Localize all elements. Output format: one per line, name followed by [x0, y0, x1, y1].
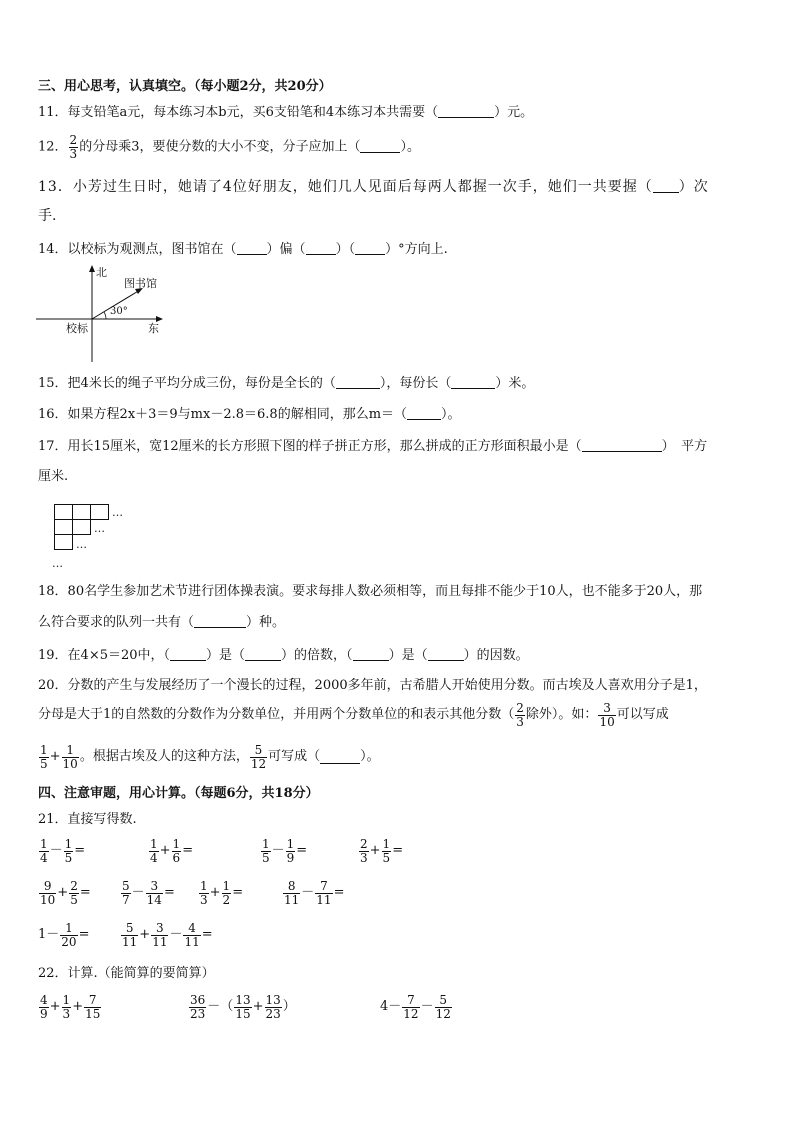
question-12: 12． $\frac{2}{3}$ 的分母乘3，要使分数的大小不变，分子应加上（ ）。: [38, 133, 420, 161]
expression: 2 3 + $\frac{1}{5}$ =: [360, 837, 404, 865]
expression: 36 23 － （ 13 15 + $\frac{13}{23}$ ）: [190, 993, 296, 1021]
expression: 5 11 + $\frac{3}{11}$ － $\frac{4}{11}$ =: [122, 921, 213, 949]
question-16: 16．如果方程2x＋3＝9与mx－2.8＝6.8的解相同，那么m＝（ ）。: [38, 407, 461, 422]
expression: 9 10 + $\frac{2}{5}$ =: [40, 879, 91, 907]
fraction: $\frac{2}{3}$: [69, 133, 78, 161]
question-15: 15．把4米长的绳子平均分成三份，每份是全长的（ ），每份长（ ）米。: [38, 376, 535, 391]
question-13: 13．小芳过生日时，她请了4位好朋友，她们几人见面后每两人都握一次手，她们一共要握（ ）次: [38, 179, 709, 195]
question-17: 17．用长15厘米，宽12厘米的长方形照下图的样子拼正方形，那么拼成的正方形面积最小是（ ） 平方: [38, 439, 708, 454]
east-label: 东: [148, 322, 159, 335]
question-11: 11．每支铅笔a元，每本练习本b元，买6支铅笔和4本练习本共需要（ ）元。: [38, 105, 534, 120]
library-label: 图书馆: [124, 277, 157, 290]
angle-label: 30°: [110, 306, 128, 317]
section-4-title: 四、注意审题，用心计算。（每题6分，共18分）: [38, 786, 319, 801]
ellipsis: …: [76, 538, 87, 551]
question-20-line2: 分母是大于1的自然数的分数作为分数单位，并用两个分数单位的和表示其他分数（ 2 3 除外）。如： 3 10 可以写成: [38, 701, 669, 729]
expression: 1 5 － $\frac{1}{9}$ =: [262, 837, 308, 865]
expression: 1 4 + $\frac{1}{6}$ =: [150, 837, 194, 865]
question-22-title: 22．计算.（能简算的要简算）: [38, 966, 215, 981]
north-label: 北: [96, 266, 107, 279]
question-17-cont: 厘米.: [38, 469, 69, 484]
expression: 1 4 － $\frac{1}{5}$ =: [40, 837, 86, 865]
expression: 5 7 － $\frac{3}{14}$ =: [122, 879, 175, 907]
question-21-title: 21．直接写得数.: [38, 812, 137, 827]
section-3-title: 三、用心思考，认真填空。（每小题2分，共20分）: [38, 79, 332, 94]
origin-label: 校标: [66, 322, 88, 335]
expression: 1－ $\frac{1}{20}$ =: [38, 921, 90, 949]
question-19: 19．在4×5＝20中，（ ）是（ ）的倍数，（ ）是（ ）的因数。: [38, 648, 529, 663]
question-13-cont: 手.: [38, 208, 57, 224]
expression: 4－ 7 12 － 5 12: [380, 993, 451, 1021]
ellipsis: …: [94, 522, 105, 535]
ellipsis: …: [52, 557, 63, 570]
question-20-line3: 1 5 + $\frac{1}{10}$ 。根据古埃及人的这种方法， 5 12 可写成（ ）。: [40, 743, 380, 771]
expression: 4 9 + $\frac{1}{3}$ + $\frac{7}{15}$: [40, 993, 101, 1021]
expression: 8 11 － $\frac{7}{11}$ =: [284, 879, 345, 907]
expression: 1 3 + $\frac{1}{2}$ =: [200, 879, 244, 907]
ellipsis: …: [112, 506, 123, 519]
question-14: 14．以校标为观测点，图书馆在（ ）偏（ ）（ ）°方向上.: [38, 242, 448, 257]
question-18: 18．80名学生参加艺术节进行团体操表演。要求每排人数必须相等，而且每排不能少于10人，也不能多于20人，那: [38, 584, 703, 599]
question-20: 20．分数的产生与发展经历了一个漫长的过程，2000多年前，古希腊人开始使用分数。而古埃及人喜欢用分子是1，: [38, 678, 707, 693]
question-18-cont: 么符合要求的队列一共有（ ）种。: [38, 615, 286, 630]
